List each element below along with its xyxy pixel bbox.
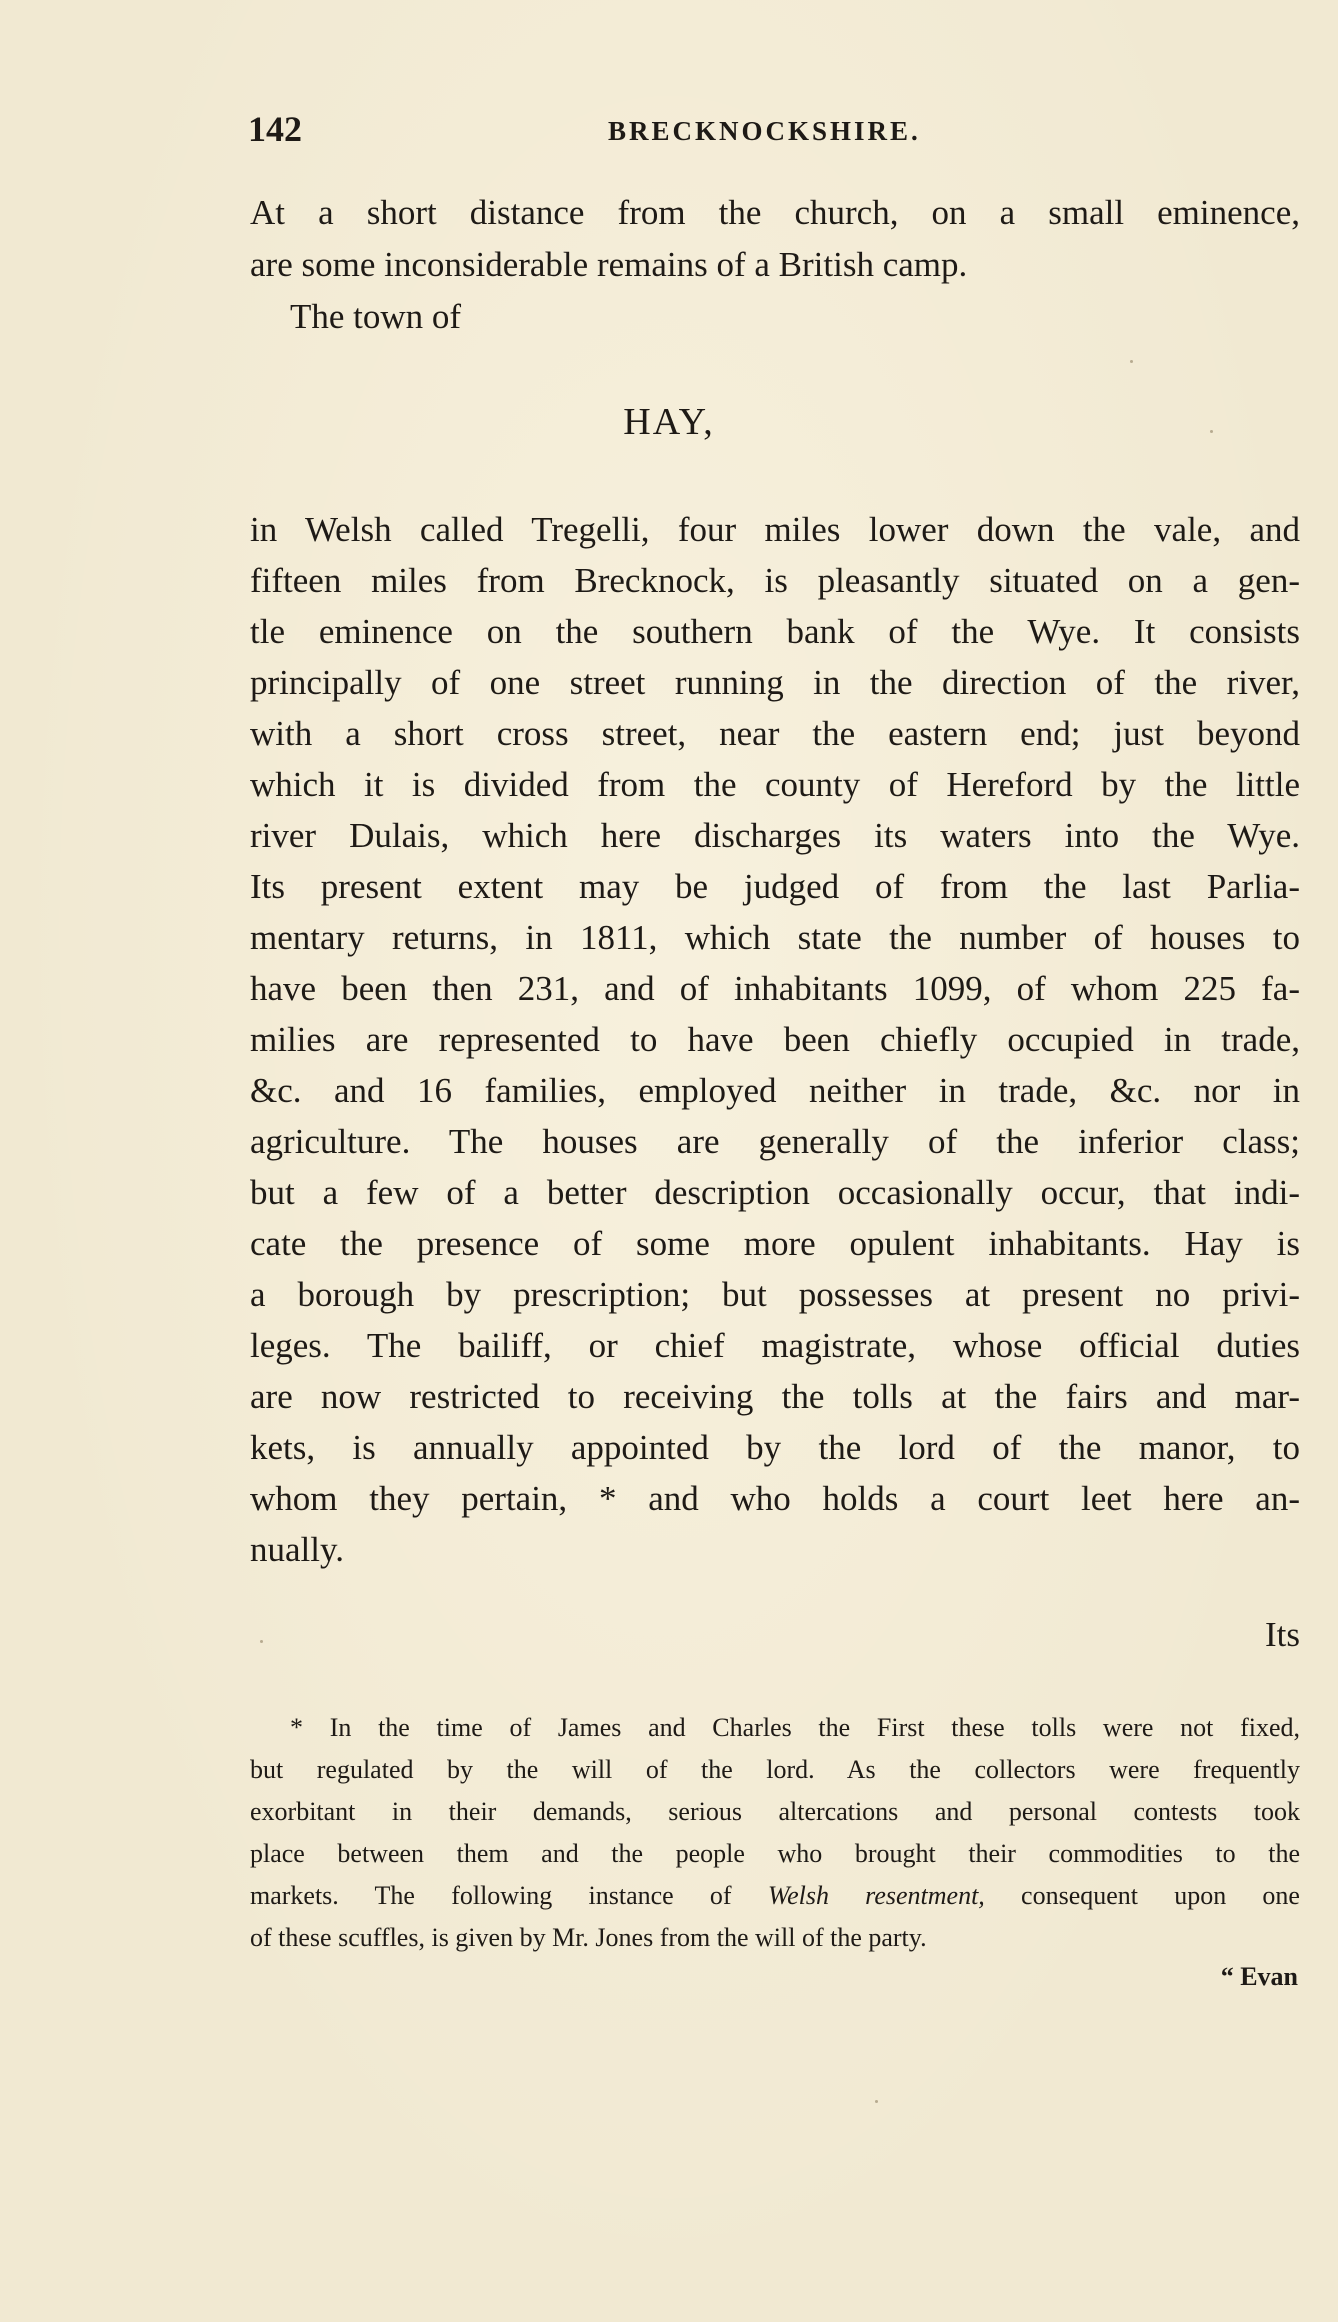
footnote-italic-phrase: Welsh resentment,	[767, 1881, 985, 1910]
footnote-catchword: “ Evan	[1220, 1962, 1298, 1991]
section-heading: HAY,	[623, 401, 715, 443]
footnote-line: markets. The following instance of Welsh resentment, consequent upon one	[250, 1881, 1300, 1910]
footnote-line: but regulated by the will of the lord. As the collectors were frequently	[250, 1755, 1300, 1784]
body-line: but a few of a better description occasionally occur, that indi-	[250, 1173, 1300, 1212]
body-line: &c. and 16 families, employed neither in trade, &c. nor in	[250, 1071, 1300, 1110]
body-line: mentary returns, in 1811, which state the number of houses to	[250, 918, 1300, 957]
body-line: a borough by prescription; but possesses at present no privi-	[250, 1275, 1300, 1314]
paper-speck	[875, 2100, 878, 2103]
paper-speck	[260, 1640, 263, 1643]
catchword: Its	[1265, 1615, 1300, 1654]
body-line: tle eminence on the southern bank of the Wye. It consists	[250, 612, 1300, 651]
paper-speck	[1210, 430, 1213, 433]
body-line: which it is divided from the county of Hereford by the little	[250, 765, 1300, 804]
footnote-line: of these scuffles, is given by Mr. Jones from the will of the party.	[250, 1923, 927, 1952]
body-line: fifteen miles from Brecknock, is pleasantly situated on a gen-	[250, 561, 1300, 600]
page-header	[248, 108, 1300, 158]
body-line: Its present extent may be judged of from the last Parlia-	[250, 867, 1300, 906]
intro-line-3: The town of	[290, 297, 462, 336]
body-line: agriculture. The houses are generally of the inferior class;	[250, 1122, 1300, 1161]
intro-line-1: At a short distance from the church, on a small eminence,	[250, 193, 1300, 232]
body-line: have been then 231, and of inhabitants 1099, of whom 225 fa-	[250, 969, 1300, 1008]
footnote-line: exorbitant in their demands, serious altercations and personal contests took	[250, 1797, 1300, 1826]
body-line: with a short cross street, near the eastern end; just beyond	[250, 714, 1300, 753]
intro-line-2: are some inconsiderable remains of a British camp.	[250, 245, 968, 284]
body-line: milies are represented to have been chiefly occupied in trade,	[250, 1020, 1300, 1059]
running-head: BRECKNOCKSHIRE.	[608, 116, 921, 146]
body-line: river Dulais, which here discharges its waters into the Wye.	[250, 816, 1300, 855]
page-number: 142	[248, 109, 302, 149]
footnote-line: place between them and the people who brought their commodities to the	[250, 1839, 1300, 1868]
body-line: are now restricted to receiving the tolls at the fairs and mar-	[250, 1377, 1300, 1416]
body-line: nually.	[250, 1530, 344, 1569]
body-line: principally of one street running in the direction of the river,	[250, 663, 1300, 702]
footnote-line: * In the time of James and Charles the First these tolls were not fixed,	[290, 1713, 1300, 1742]
body-line: in Welsh called Tregelli, four miles lower down the vale, and	[250, 510, 1300, 549]
body-line: leges. The bailiff, or chief magistrate, whose official duties	[250, 1326, 1300, 1365]
body-line: kets, is annually appointed by the lord of the manor, to	[250, 1428, 1300, 1467]
paper-speck	[1130, 360, 1133, 363]
body-line: whom they pertain, * and who holds a court leet here an-	[250, 1479, 1300, 1518]
body-line: cate the presence of some more opulent inhabitants. Hay is	[250, 1224, 1300, 1263]
